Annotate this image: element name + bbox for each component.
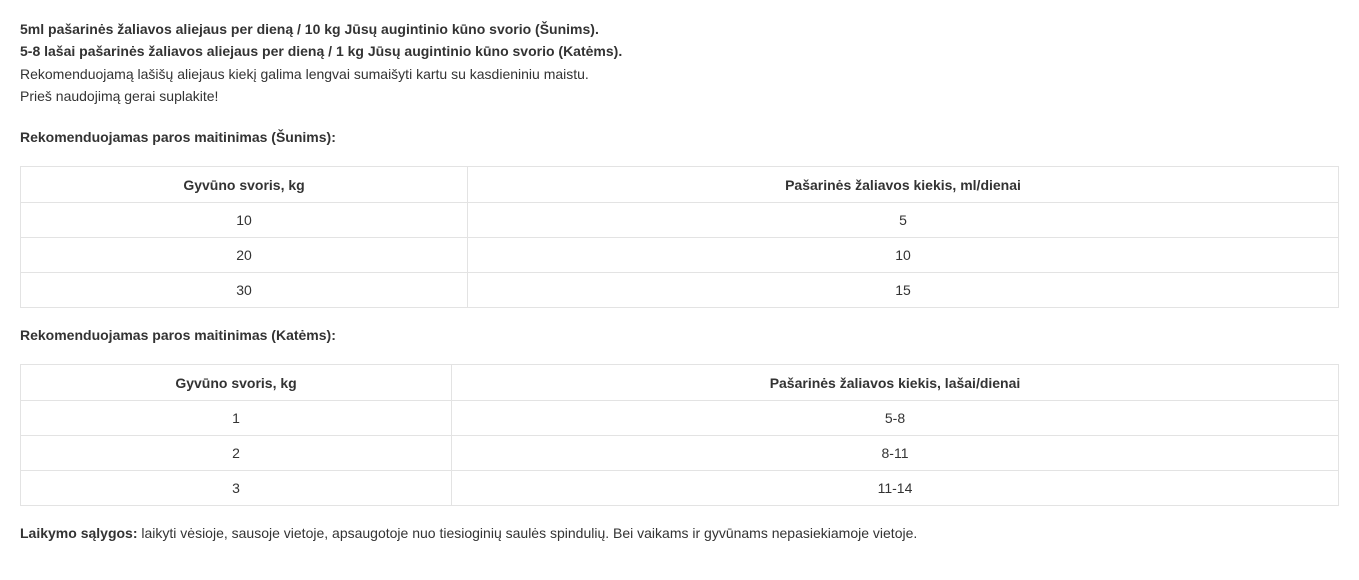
storage-conditions (20, 524, 917, 542)
dogs-feeding-table (20, 166, 1339, 308)
column-header-amount: Pašarinės žaliavos kiekis, ml/dienai (468, 167, 1339, 203)
amount-cell: 10 (468, 238, 1339, 273)
cats-feeding-table (20, 364, 1339, 506)
weight-cell: 3 (21, 471, 452, 506)
cat-dosage-line: 5-8 lašai pašarinės žaliavos aliejaus per dieną / 1 kg Jūsų augintinio kūno svorio (Katėms). (20, 43, 623, 59)
table-row (21, 238, 1339, 273)
table-row (21, 273, 1339, 308)
mixing-note: Rekomenduojamą lašišų aliejaus kiekį galima lengvai sumaišyti kartu su kasdieniniu maistu. (20, 66, 589, 82)
amount-cell: 5-8 (452, 401, 1339, 436)
table-row (21, 401, 1339, 436)
column-header-weight: Gyvūno svoris, kg (21, 167, 468, 203)
column-header-amount: Pašarinės žaliavos kiekis, lašai/dienai (452, 365, 1339, 401)
storage-label: Laikymo sąlygos: (20, 525, 138, 541)
weight-cell: 20 (21, 238, 468, 273)
amount-cell: 15 (468, 273, 1339, 308)
dogs-feeding-heading: Rekomenduojamas paros maitinimas (Šunims): (20, 129, 336, 145)
shake-note: Prieš naudojimą gerai suplakite! (20, 88, 219, 104)
table-row (21, 203, 1339, 238)
table-row (21, 436, 1339, 471)
table-header-row (21, 365, 1339, 401)
amount-cell: 11-14 (452, 471, 1339, 506)
amount-cell: 8-11 (452, 436, 1339, 471)
column-header-weight: Gyvūno svoris, kg (21, 365, 452, 401)
table-header-row (21, 167, 1339, 203)
amount-cell: 5 (468, 203, 1339, 238)
weight-cell: 1 (21, 401, 452, 436)
storage-text: laikyti vėsioje, sausoje vietoje, apsaugotoje nuo tiesioginių saulės spindulių. Bei vaikams ir gyvūnams nepasiekiamoje vietoje. (137, 525, 918, 541)
cats-feeding-heading: Rekomenduojamas paros maitinimas (Katėms): (20, 327, 336, 343)
dog-dosage-line: 5ml pašarinės žaliavos aliejaus per dieną / 10 kg Jūsų augintinio kūno svorio (Šunims). (20, 21, 599, 37)
weight-cell: 10 (21, 203, 468, 238)
table-row (21, 471, 1339, 506)
weight-cell: 30 (21, 273, 468, 308)
weight-cell: 2 (21, 436, 452, 471)
